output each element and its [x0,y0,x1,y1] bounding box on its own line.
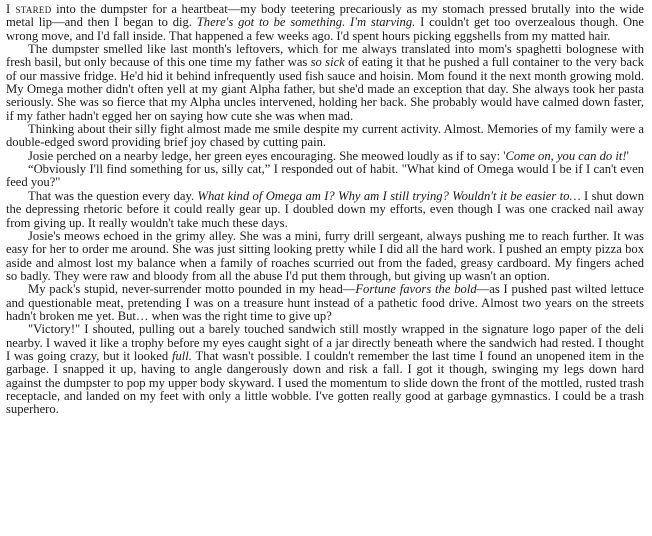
paragraph [6,123,644,150]
text-run: —as I pushed past wilted lettuce and questionable meat, pretending I was on a treasure hunt instead of a pathetic food drive. Almost two years on the streets hadn't broken me yet. But… when was the right time to give up? [6,282,644,323]
paragraph [6,3,644,43]
paragraph [6,283,644,323]
italic-thought: There's got to be something. I'm starving. [196,15,416,30]
text-run: "Victory!" I shouted, pulling out a barely touched sandwich still mostly wrapped in the signature logo paper of the deli nearby. I waved it like a trophy before my eyes caught sight of a jar directly beneath where the sandwich had rested. I thought I was going crazy, but it looked [6,322,644,363]
text-run: That wasn't possible. I couldn't remember the last time I found an unopened item in the garbage. I snapped it up, having to angle dangerously down and risk a fall. I got it though, swinging my legs down hard against the dumpster to pop my upper body skyward. I used the momentum to slide down the front of the mottled, rusted trash receptacle, and landed on my feet with only a little wobble. I've gotten really good at garbage gymnastics. I could be a trash superhero. [6,348,644,417]
text-run: That was the question every day. [28,188,198,203]
paragraph [6,230,644,283]
paragraph [6,150,644,163]
text-run: Thinking about their silly fight almost made me smile despite my current activity. Almost. Memories of my family were a double-edged sword providing brief joy chased by cutting pain. [6,122,644,150]
chapter-opening-words: I stared [6,2,52,16]
text-run: My pack's stupid, never-surrender motto pounded in my head— [28,282,356,297]
text-run: ' [626,148,629,163]
text-run: The dumpster smelled like last month's leftovers, which for me always translated into mom's spaghetti bolognese with fresh basil, but only because of this one time my father was [6,42,644,70]
text-run: I couldn't get too overzealous though. One wrong move, and I'd fall inside. That happened a few weeks ago. I'd spent hours picking eggshells from my matted hair. [6,15,644,43]
text-run: Josie perched on a nearby ledge, her green eyes encouraging. She meowed loudly as if to say: ' [28,148,506,163]
italic-thought: What kind of Omega am I? Why am I still trying? Wouldn't it be easier to… [197,188,581,203]
italic-emphasis: so sick [310,55,345,70]
italic-motto: Fortune favors the bold [355,282,477,297]
text-run: I shut down the depressing rhetoric before it could really gear up. I doubled down my efforts, even though I was one cracked nail away from giving up. It really wouldn't take much these days. [6,188,644,230]
paragraph [6,190,644,230]
text-run: “Obviously I'll find something for us, silly cat,” I responded out of habit. "What kind of Omega would I be if I can't even feed you?" [6,162,644,190]
paragraph [6,323,644,416]
text-run: into the dumpster for a heartbeat—my body teetering precariously as my stomach pressed brutally into the wide metal lip—and then I began to dig. [6,2,644,30]
text-run: of eating it that he pushed a full container to the very back of our massive fridge. He'd hid it behind infrequently used fish sauce and hoisin. Mom found it the next month growing mold. My Omega mother didn't often yell at my giant Alpha father, but she'd made an exception that day. She always took her pasta seriously. She was so fierce that my Alpha uncles intervened, holding her back. She probably would have calmed down faster, if my father hadn't egged her on saying how cute she was when mad. [6,55,644,123]
italic-emphasis: full. [171,348,192,363]
paragraph [6,163,644,190]
italic-thought: Come on, you can do it! [505,148,627,163]
text-run: Josie's meows echoed in the grimy alley. She was a mini, furry drill sergeant, always pushing me to reach further. It was easy for her to order me around. She was just sitting looking pretty while I did all the hard work. I pushed an empty pizza box aside and almost lost my balance when a family of roaches scurried out from the faded, greasy cardboard. My fingers ached so badly. They were raw and bloody from all the abuse I'd put them through, but giving up wasn't an option. [6,228,644,283]
paragraph [6,43,644,123]
